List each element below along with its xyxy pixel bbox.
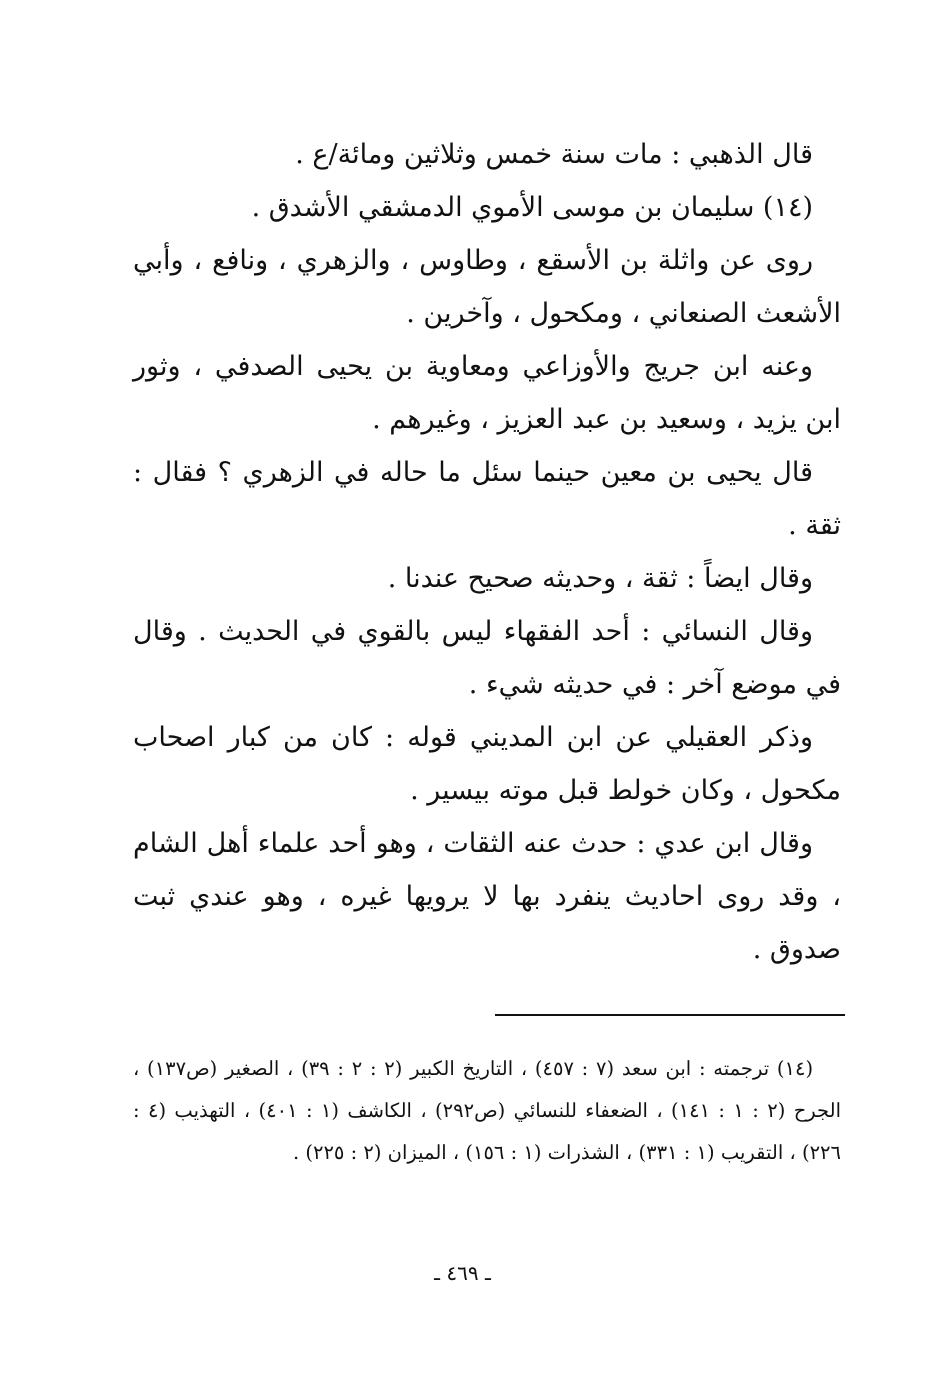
footnote-divider [495,1014,845,1016]
main-text [133,128,841,976]
paragraph-nasai: وقال النسائي : أحد الفقهاء ليس بالقوي في الحديث . وقال في موضع آخر : في حديثه شيء . [133,616,841,700]
paragraph-also-said: وقال ايضاً : ثقة ، وحديثه صحيح عندنا . [387,563,813,594]
footnote-14: (١٤) ترجمته : ابن سعد (٧ : ٤٥٧) ، التاريخ الكبير (٢ : ٢ : ٣٩) ، الصغير (ص١٣٧) ، الجرح (٢ : ١ : ١٤١) ، الضعفاء للنسائي (ص٢٩٢) ، الكاشف (١ : ٤٠١) ، التهذيب (٤ : ٢٢٦) ، التقريب (١ : ٣٣١) ، الشذرات (١ : ١٥٦) ، الميزان (٢ : ٢٢٥) . [133,1057,841,1164]
paragraph-dhahabi: قال الذهبي : مات سنة خمس وثلاثين ومائة/ع . [295,139,813,170]
paragraph-ibn-main: قال يحيى بن معين حينما سئل ما حاله في الزهري ؟ فقال : ثقة . [133,457,841,541]
paragraph-uqayli: وذكر العقيلي عن ابن المديني قوله : كان من كبار اصحاب مكحول ، وكان خولط قبل موته بيسير . [133,722,841,806]
page-number: ـ ٤٦٩ ـ [434,1261,491,1285]
entry-heading-14: (١٤) سليمان بن موسى الأموي الدمشقي الأشدق . [251,192,813,223]
paragraph-ibn-adi: وقال ابن عدي : حدث عنه الثقات ، وهو أحد علماء أهل الشام ، وقد روى احاديث ينفرد بها لا يرويها غيره ، وهو عندي ثبت صدوق . [133,828,841,965]
paragraph-narrated-by: وعنه ابن جريج والأوزاعي ومعاوية بن يحيى الصدفي ، وثور ابن يزيد ، وسعيد بن عبد العزيز ، وغيرهم . [133,351,841,435]
paragraph-narrated-from: روى عن واثلة بن الأسقع ، وطاوس ، والزهري ، ونافع ، وأبي الأشعث الصنعاني ، ومكحول ، وآخرين . [133,245,841,329]
